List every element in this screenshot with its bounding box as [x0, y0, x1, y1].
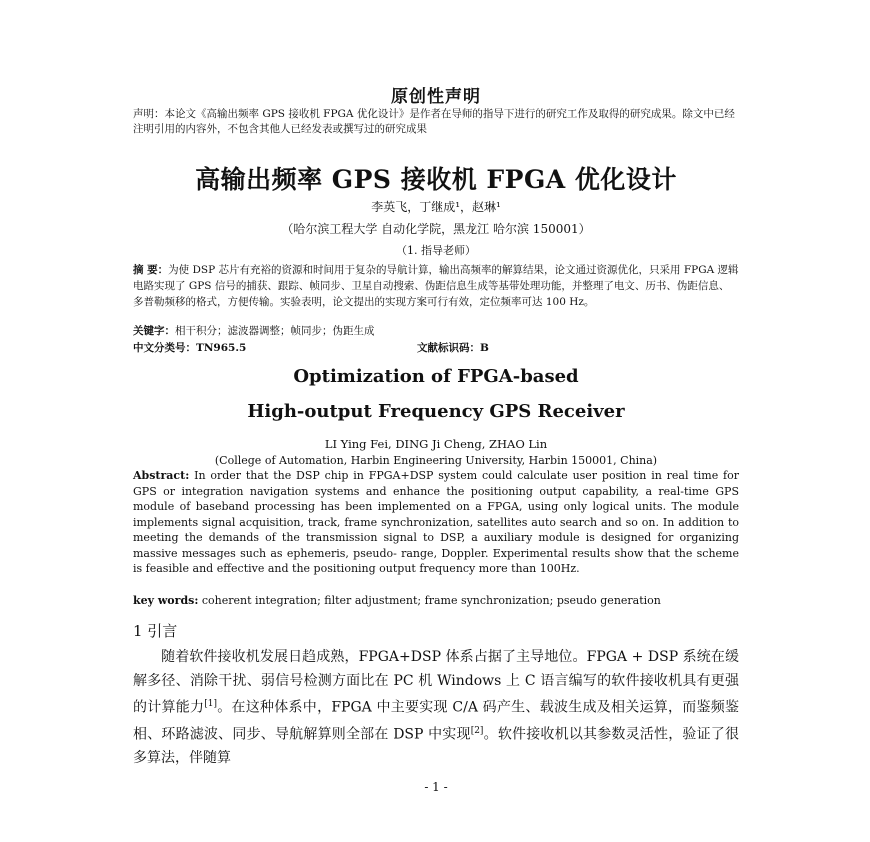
chinese-keywords-label: 关键字：	[133, 325, 175, 337]
chinese-abstract-label: 摘 要：	[133, 264, 169, 276]
chinese-authors: 李英飞，丁继成¹，赵琳¹	[371, 200, 501, 214]
english-abstract-label: Abstract:	[133, 469, 190, 482]
english-abstract-text: In order that the DSP chip in FPGA+DSP system could calculate user position in real time for GPS or integration navigation systems and enhance the positioning output capability, a real-time GPS module of baseband processing has been implemented on a FPGA, using only logical units. The module implements signal acquisition, track, frame synchronization, satellites auto search and so on. In addition to meeting the demands of the transmission signal to DSP, a auxiliary module is designed for organizing massive messages such as ephemeris, pseudo- range, Doppler. Experimental results show that the scheme is feasible and effective and the positioning output frequency more than 100Hz.	[133, 469, 739, 575]
chinese-keywords-text: 相干积分；滤波器调整；帧同步；伪距生成	[175, 325, 375, 337]
citation-1[interactable]: [1]	[204, 699, 218, 709]
chinese-keywords	[133, 323, 739, 338]
document-code: 文献标识码：B	[417, 342, 489, 354]
english-keywords	[133, 594, 739, 607]
chinese-title: 高输出频率 GPS 接收机 FPGA 优化设计	[195, 165, 677, 194]
english-title-line1: Optimization of FPGA-based	[293, 366, 579, 387]
intro-text-part3: 。软件接收机以其参数灵活性，验证了很多算法，伴随算	[133, 726, 739, 767]
citation-2[interactable]: [2]	[470, 726, 484, 737]
introduction-paragraph	[133, 646, 739, 771]
intro-text-part1: 随着软件接收机发展日趋成熟，FPGA+DSP 体系占据了主导地位。FPGA + DSP 系统在缓解多径、消除干扰、弱信号检测方面比在 PC 机 Windows 上 C 语言编写的软件接收机具有更强的计算能力	[133, 649, 739, 716]
english-abstract	[133, 468, 739, 577]
intro-text-part2: 。在这种体系中，FPGA 中主要实现 C/A 码产生、载波生成及相关运算，而鉴频鉴相、环路滤波、同步、导航解算则全部在 DSP 中实现	[133, 699, 739, 743]
chinese-abstract	[133, 262, 739, 310]
chinese-affiliation: （哈尔滨工程大学 自动化学院，黑龙江 哈尔滨 150001）	[281, 222, 591, 236]
page-number: - 1 -	[424, 780, 448, 794]
declaration-title: 原创性声明	[391, 87, 481, 107]
classification-number: 中文分类号：TN965.5	[133, 342, 247, 354]
classification-row	[133, 340, 739, 355]
english-authors: LI Ying Fei, DING Ji Cheng, ZHAO Lin	[324, 437, 548, 451]
section-heading: 1 引言	[133, 622, 178, 640]
english-affiliation: (College of Automation, Harbin Engineering University, Harbin 150001, China)	[214, 454, 658, 467]
english-title-line2: High-output Frequency GPS Receiver	[247, 401, 625, 422]
declaration-text: 声明：本论文《高输出频率 GPS 接收机 FPGA 优化设计》是作者在导师的指导下进行的研究工作及取得的研究成果。除文中已经注明引用的内容外，不包含其他人已经发表或撰写过的研究成果	[133, 108, 735, 135]
chinese-abstract-text: 为使 DSP 芯片有充裕的资源和时间用于复杂的导航计算，输出高频率的解算结果，论文通过资源优化，只采用 FPGA 逻辑电路实现了 GPS 信号的捕获、跟踪、帧同步、卫星自动搜索、伪距信息生成等基带处理功能，并整理了电文、历书、伪距信息、多普勒频移的格式，方便传输。实验表明，论文提出的实现方案可行有效，定位频率可达 100 Hz。	[133, 264, 739, 308]
advisor-note: （1. 指导老师）	[396, 244, 476, 257]
english-keywords-text: coherent integration; filter adjustment; frame synchronization; pseudo generation	[198, 594, 661, 607]
english-keywords-label: key words:	[133, 594, 199, 607]
